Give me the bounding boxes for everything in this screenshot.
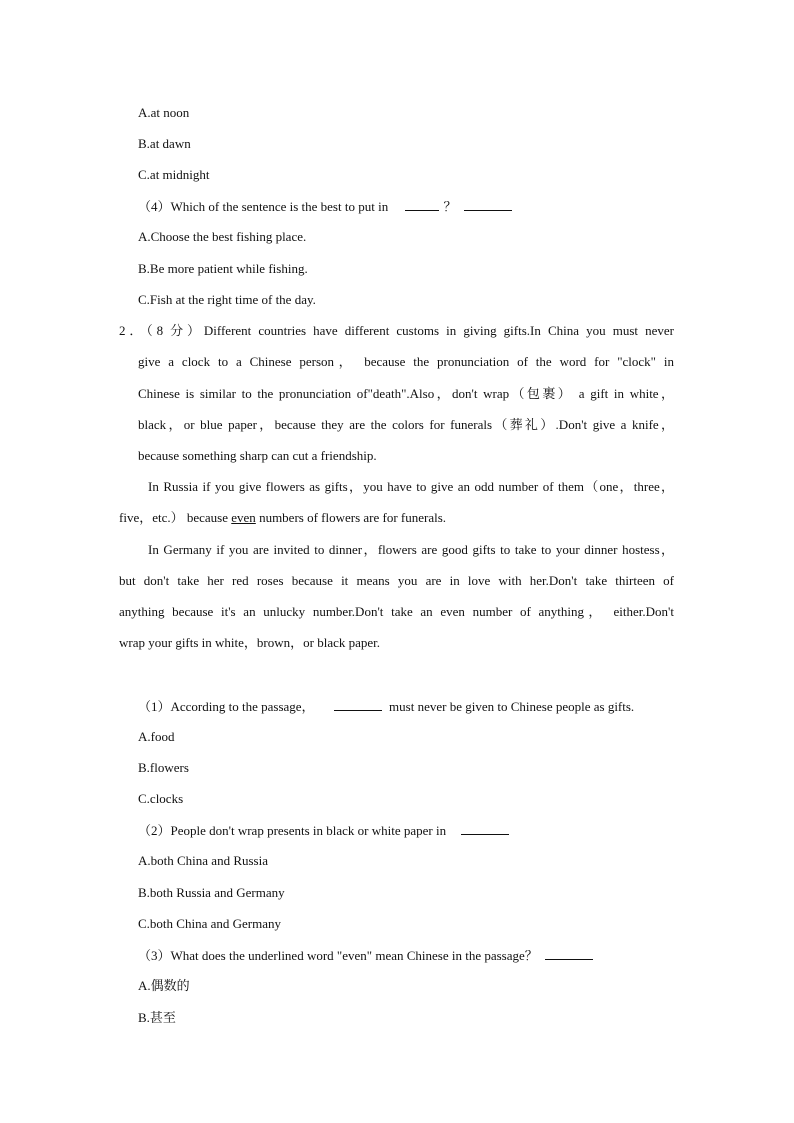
option-b: B.Be more patient while fishing. bbox=[138, 261, 308, 276]
option-a-noon: A.at noon bbox=[138, 105, 190, 120]
question-1-4 bbox=[138, 198, 516, 215]
question-2-line-1: 2．（8 分）Different countries have different customs in giving gifts.In China you must never bbox=[119, 323, 674, 338]
option-a: A.Choose the best fishing place. bbox=[138, 229, 307, 244]
question-1-4-mark: ？ bbox=[443, 199, 457, 214]
underlined-word-even: even bbox=[231, 510, 256, 525]
subquestion-3 bbox=[138, 947, 597, 964]
subquestion-3-pre: （3）What does the underlined word "even" mean Chinese in the passage？ bbox=[138, 948, 538, 963]
option-a-food: A.food bbox=[138, 729, 175, 744]
question-2-line-3: Chinese is similar to the pronunciation of"death".Also，don't wrap（包裹） a gift in white， bbox=[138, 386, 674, 401]
answer-blank[interactable] bbox=[545, 947, 593, 960]
subquestion-1-post: must never be given to Chinese people as gifts. bbox=[389, 699, 635, 714]
option-c-midnight: C.at midnight bbox=[138, 167, 210, 182]
option-c: C.Fish at the right time of the day. bbox=[138, 292, 316, 307]
russia-text-post: numbers of flowers are for funerals. bbox=[259, 510, 447, 525]
subquestion-2-pre: （2）People don't wrap presents in black or white paper in bbox=[138, 823, 447, 838]
question-2-line-2: give a clock to a Chinese person， because the pronunciation of the word for "clock" in bbox=[138, 354, 674, 369]
russia-text-pre: five，etc.） because bbox=[119, 510, 229, 525]
germany-para-line-1: In Germany if you are invited to dinner，flowers are good gifts to take to your dinner hostess， bbox=[148, 542, 674, 557]
option-c-clocks: C.clocks bbox=[138, 791, 184, 806]
option-a: A.偶数的 bbox=[138, 978, 190, 993]
germany-para-line-2: but don't take her red roses because it means you are in love with her.Don't take thirteen of bbox=[119, 573, 674, 588]
germany-para-line-3: anything because it's an unlucky number.Don't take an even number of anything， either.Don't bbox=[119, 604, 674, 619]
answer-blank[interactable] bbox=[405, 198, 439, 211]
answer-blank[interactable] bbox=[464, 198, 512, 211]
option-a: A.both China and Russia bbox=[138, 853, 268, 868]
russia-para-line-2 bbox=[119, 510, 446, 526]
option-b-dawn: B.at dawn bbox=[138, 136, 191, 151]
russia-para-line-1: In Russia if you give flowers as gifts，you have to give an odd number of them（one，three， bbox=[148, 479, 674, 494]
question-2-line-5: because something sharp can cut a friendship. bbox=[138, 448, 377, 463]
subquestion-1 bbox=[138, 698, 634, 715]
option-c: C.both China and Germany bbox=[138, 916, 281, 931]
subquestion-2 bbox=[138, 822, 513, 839]
question-1-4-text: （4）Which of the sentence is the best to put in bbox=[138, 199, 389, 214]
option-b: B.both Russia and Germany bbox=[138, 885, 285, 900]
option-b-flowers: B.flowers bbox=[138, 760, 189, 775]
germany-para-line-4: wrap your gifts in white，brown，or black paper. bbox=[119, 635, 381, 650]
question-2-line-4: black，or blue paper，because they are the colors for funerals（葬礼）.Don't give a knife， bbox=[138, 417, 674, 432]
answer-blank[interactable] bbox=[334, 698, 382, 711]
answer-blank[interactable] bbox=[461, 822, 509, 835]
option-b: B.甚至 bbox=[138, 1010, 176, 1025]
subquestion-1-pre: （1）According to the passage， bbox=[138, 699, 315, 714]
